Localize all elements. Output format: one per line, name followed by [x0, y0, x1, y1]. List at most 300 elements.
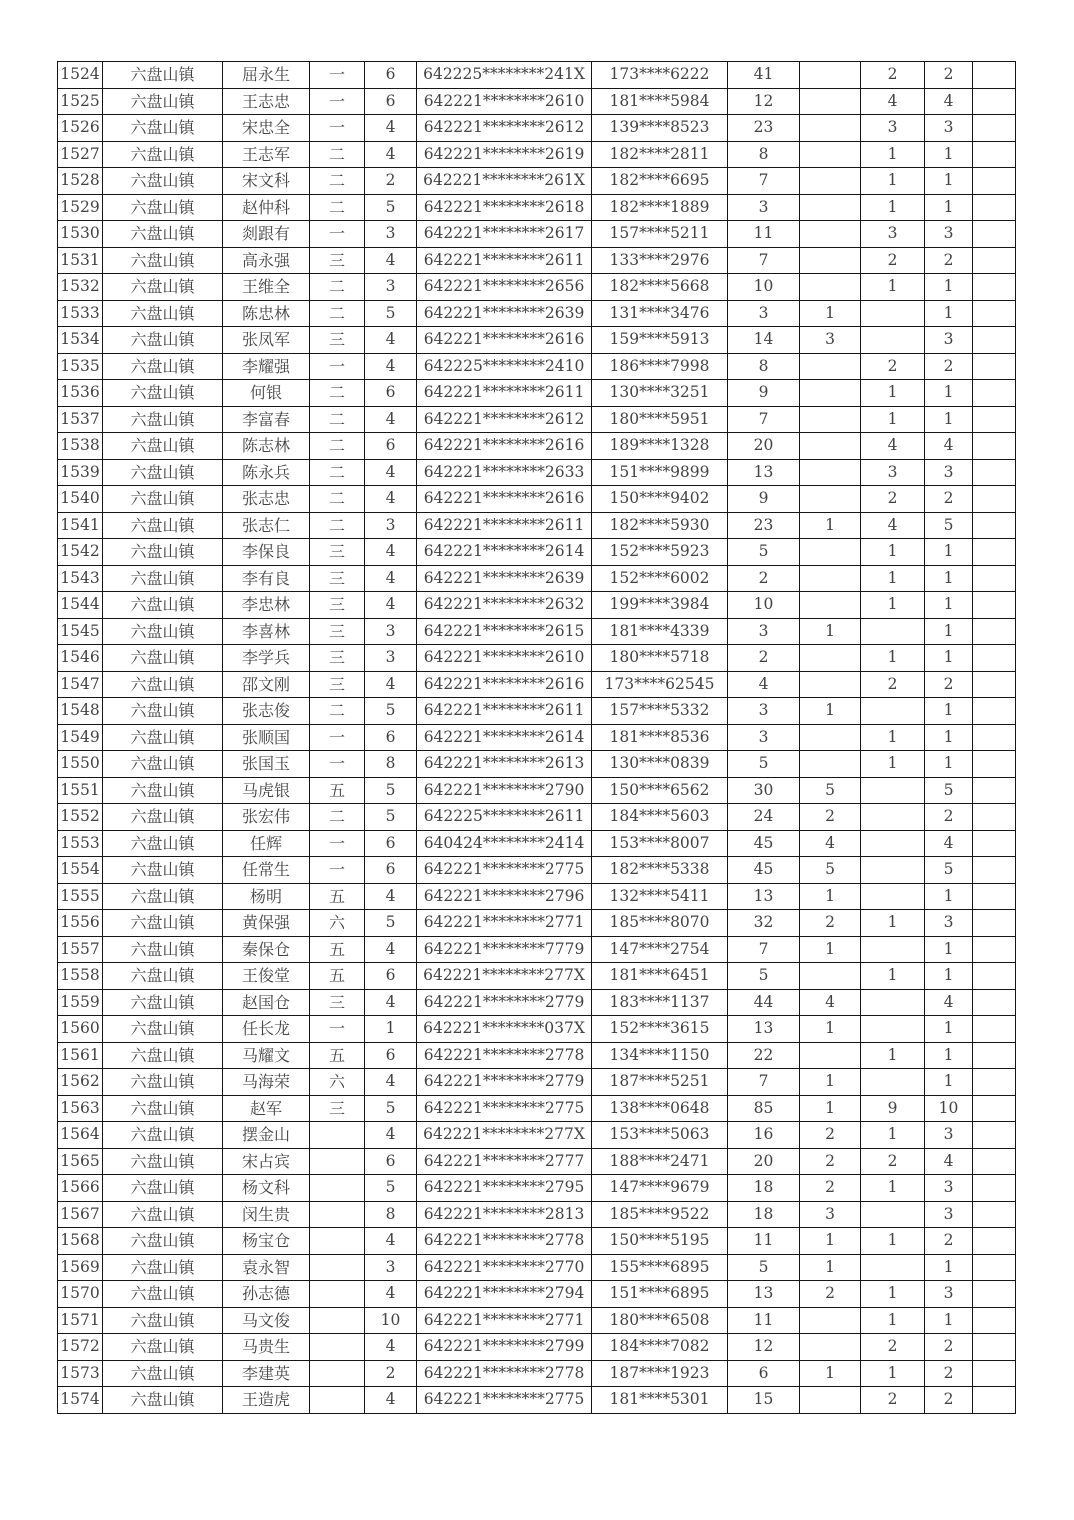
cell-name: 张国玉 — [223, 751, 310, 778]
cell-row-number: 1524 — [58, 62, 103, 89]
cell-phone: 199****3984 — [592, 592, 728, 619]
cell-total: 5 — [925, 857, 973, 884]
cell-phone: 138****0648 — [592, 1095, 728, 1122]
cell-name: 何银 — [223, 380, 310, 407]
cell-name: 杨明 — [223, 883, 310, 910]
cell-phone: 147****9679 — [592, 1175, 728, 1202]
cell-phone: 130****3251 — [592, 380, 728, 407]
cell-value-c: 1 — [861, 565, 925, 592]
cell-town: 六盘山镇 — [103, 221, 223, 248]
cell-town: 六盘山镇 — [103, 1122, 223, 1149]
cell-member-count: 5 — [365, 194, 417, 221]
cell-blank — [973, 698, 1016, 725]
cell-total: 1 — [925, 274, 973, 301]
cell-group: 一 — [310, 353, 365, 380]
cell-blank — [973, 910, 1016, 937]
cell-town: 六盘山镇 — [103, 592, 223, 619]
cell-row-number: 1566 — [58, 1175, 103, 1202]
cell-value-a: 7 — [728, 247, 800, 274]
report-table — [57, 61, 1016, 1414]
table-row — [58, 353, 1016, 380]
cell-member-count: 5 — [365, 804, 417, 831]
cell-total: 1 — [925, 380, 973, 407]
cell-town: 六盘山镇 — [103, 1042, 223, 1069]
cell-name: 剡跟有 — [223, 221, 310, 248]
cell-group: 一 — [310, 221, 365, 248]
cell-phone: 182****5930 — [592, 512, 728, 539]
cell-town: 六盘山镇 — [103, 1281, 223, 1308]
cell-value-a: 11 — [728, 221, 800, 248]
cell-value-c: 1 — [861, 751, 925, 778]
cell-value-a: 7 — [728, 936, 800, 963]
cell-member-count: 4 — [365, 115, 417, 142]
cell-id-number: 642221********277X — [417, 1122, 592, 1149]
cell-row-number: 1527 — [58, 141, 103, 168]
cell-total: 1 — [925, 963, 973, 990]
cell-total: 5 — [925, 777, 973, 804]
cell-id-number: 642221********2616 — [417, 327, 592, 354]
cell-id-number: 642221********2616 — [417, 671, 592, 698]
cell-row-number: 1535 — [58, 353, 103, 380]
cell-member-count: 6 — [365, 1148, 417, 1175]
cell-town: 六盘山镇 — [103, 857, 223, 884]
cell-row-number: 1568 — [58, 1228, 103, 1255]
cell-phone: 182****5338 — [592, 857, 728, 884]
cell-member-count: 4 — [365, 1228, 417, 1255]
cell-total: 2 — [925, 1228, 973, 1255]
cell-phone: 173****62545 — [592, 671, 728, 698]
cell-group: 二 — [310, 380, 365, 407]
cell-town: 六盘山镇 — [103, 168, 223, 195]
cell-total: 2 — [925, 62, 973, 89]
cell-value-b: 2 — [800, 1148, 861, 1175]
cell-value-a: 5 — [728, 539, 800, 566]
cell-member-count: 6 — [365, 724, 417, 751]
cell-id-number: 642221********2813 — [417, 1201, 592, 1228]
cell-value-a: 24 — [728, 804, 800, 831]
cell-value-a: 10 — [728, 274, 800, 301]
cell-value-a: 14 — [728, 327, 800, 354]
cell-name: 张志忠 — [223, 486, 310, 513]
cell-group: 三 — [310, 247, 365, 274]
cell-phone: 187****5251 — [592, 1069, 728, 1096]
cell-value-c: 1 — [861, 1042, 925, 1069]
cell-id-number: 642221********2775 — [417, 1095, 592, 1122]
cell-blank — [973, 1254, 1016, 1281]
cell-group: 三 — [310, 539, 365, 566]
cell-blank — [973, 1201, 1016, 1228]
table-row — [58, 168, 1016, 195]
cell-blank — [973, 406, 1016, 433]
cell-value-c — [861, 883, 925, 910]
cell-value-a: 11 — [728, 1307, 800, 1334]
cell-group: 二 — [310, 459, 365, 486]
cell-value-c: 1 — [861, 1307, 925, 1334]
cell-id-number: 640424********2414 — [417, 830, 592, 857]
cell-row-number: 1531 — [58, 247, 103, 274]
cell-id-number: 642221********2794 — [417, 1281, 592, 1308]
cell-name: 邵文刚 — [223, 671, 310, 698]
cell-group — [310, 1360, 365, 1387]
cell-value-b — [800, 62, 861, 89]
cell-total: 1 — [925, 141, 973, 168]
cell-row-number: 1543 — [58, 565, 103, 592]
cell-town: 六盘山镇 — [103, 539, 223, 566]
cell-total: 2 — [925, 671, 973, 698]
cell-member-count: 6 — [365, 433, 417, 460]
cell-id-number: 642221********2612 — [417, 115, 592, 142]
cell-town: 六盘山镇 — [103, 751, 223, 778]
cell-blank — [973, 433, 1016, 460]
cell-name: 张凤军 — [223, 327, 310, 354]
cell-town: 六盘山镇 — [103, 1387, 223, 1414]
cell-value-c: 1 — [861, 1175, 925, 1202]
cell-row-number: 1564 — [58, 1122, 103, 1149]
cell-group: 二 — [310, 804, 365, 831]
cell-member-count: 4 — [365, 936, 417, 963]
cell-name: 李保良 — [223, 539, 310, 566]
cell-id-number: 642221********2632 — [417, 592, 592, 619]
cell-value-c — [861, 1254, 925, 1281]
cell-row-number: 1549 — [58, 724, 103, 751]
cell-member-count: 6 — [365, 62, 417, 89]
table-body — [58, 62, 1016, 1414]
cell-value-c: 1 — [861, 406, 925, 433]
cell-member-count: 4 — [365, 406, 417, 433]
cell-value-b: 4 — [800, 989, 861, 1016]
cell-row-number: 1534 — [58, 327, 103, 354]
cell-value-c: 1 — [861, 1228, 925, 1255]
cell-value-b: 4 — [800, 830, 861, 857]
cell-value-c: 2 — [861, 247, 925, 274]
table-row — [58, 592, 1016, 619]
cell-phone: 133****2976 — [592, 247, 728, 274]
table-row — [58, 724, 1016, 751]
cell-id-number: 642221********2619 — [417, 141, 592, 168]
table-row — [58, 1095, 1016, 1122]
cell-id-number: 642221********2770 — [417, 1254, 592, 1281]
cell-value-a: 20 — [728, 433, 800, 460]
cell-blank — [973, 327, 1016, 354]
cell-town: 六盘山镇 — [103, 1095, 223, 1122]
cell-value-b — [800, 88, 861, 115]
cell-phone: 180****5951 — [592, 406, 728, 433]
cell-blank — [973, 671, 1016, 698]
cell-row-number: 1558 — [58, 963, 103, 990]
cell-row-number: 1552 — [58, 804, 103, 831]
cell-name: 张宏伟 — [223, 804, 310, 831]
cell-phone: 131****3476 — [592, 300, 728, 327]
cell-row-number: 1554 — [58, 857, 103, 884]
cell-member-count: 6 — [365, 380, 417, 407]
cell-id-number: 642221********2613 — [417, 751, 592, 778]
cell-group: 二 — [310, 486, 365, 513]
table-row — [58, 910, 1016, 937]
cell-name: 马海荣 — [223, 1069, 310, 1096]
cell-id-number: 642221********037X — [417, 1016, 592, 1043]
cell-total: 1 — [925, 618, 973, 645]
cell-value-b: 1 — [800, 1228, 861, 1255]
cell-name: 王造虎 — [223, 1387, 310, 1414]
cell-row-number: 1548 — [58, 698, 103, 725]
cell-value-c: 3 — [861, 115, 925, 142]
cell-phone: 159****5913 — [592, 327, 728, 354]
cell-id-number: 642221********2615 — [417, 618, 592, 645]
cell-total: 1 — [925, 936, 973, 963]
cell-name: 张顺国 — [223, 724, 310, 751]
cell-value-b — [800, 565, 861, 592]
table-row — [58, 486, 1016, 513]
cell-member-count: 6 — [365, 857, 417, 884]
cell-group: 三 — [310, 565, 365, 592]
cell-member-count: 6 — [365, 1042, 417, 1069]
cell-total: 4 — [925, 433, 973, 460]
cell-member-count: 4 — [365, 989, 417, 1016]
cell-value-a: 2 — [728, 645, 800, 672]
cell-id-number: 642221********2778 — [417, 1228, 592, 1255]
cell-id-number: 642221********2656 — [417, 274, 592, 301]
cell-blank — [973, 459, 1016, 486]
cell-member-count: 4 — [365, 1122, 417, 1149]
cell-town: 六盘山镇 — [103, 989, 223, 1016]
cell-town: 六盘山镇 — [103, 1334, 223, 1361]
cell-town: 六盘山镇 — [103, 247, 223, 274]
cell-total: 3 — [925, 1175, 973, 1202]
cell-value-a: 3 — [728, 698, 800, 725]
cell-id-number: 642221********2779 — [417, 989, 592, 1016]
cell-town: 六盘山镇 — [103, 963, 223, 990]
cell-member-count: 4 — [365, 1387, 417, 1414]
cell-phone: 181****6451 — [592, 963, 728, 990]
cell-blank — [973, 804, 1016, 831]
cell-value-c: 4 — [861, 433, 925, 460]
cell-name: 李学兵 — [223, 645, 310, 672]
cell-town: 六盘山镇 — [103, 698, 223, 725]
cell-member-count: 4 — [365, 1069, 417, 1096]
cell-value-c — [861, 300, 925, 327]
cell-phone: 152****5923 — [592, 539, 728, 566]
cell-phone: 185****9522 — [592, 1201, 728, 1228]
cell-blank — [973, 830, 1016, 857]
cell-id-number: 642221********2611 — [417, 247, 592, 274]
cell-id-number: 642221********2771 — [417, 910, 592, 937]
cell-id-number: 642221********2612 — [417, 406, 592, 433]
table-row — [58, 804, 1016, 831]
cell-id-number: 642221********2611 — [417, 380, 592, 407]
cell-value-b — [800, 1307, 861, 1334]
cell-value-a: 3 — [728, 618, 800, 645]
cell-row-number: 1533 — [58, 300, 103, 327]
cell-name: 马贵生 — [223, 1334, 310, 1361]
cell-value-c — [861, 1201, 925, 1228]
cell-id-number: 642221********2790 — [417, 777, 592, 804]
cell-blank — [973, 936, 1016, 963]
cell-name: 赵军 — [223, 1095, 310, 1122]
cell-group: 二 — [310, 194, 365, 221]
cell-value-b — [800, 141, 861, 168]
cell-blank — [973, 1069, 1016, 1096]
cell-member-count: 3 — [365, 221, 417, 248]
cell-blank — [973, 1122, 1016, 1149]
table-row — [58, 433, 1016, 460]
cell-blank — [973, 1175, 1016, 1202]
cell-value-b — [800, 115, 861, 142]
table-row — [58, 1254, 1016, 1281]
cell-value-c: 1 — [861, 910, 925, 937]
table-row — [58, 830, 1016, 857]
cell-id-number: 642221********2777 — [417, 1148, 592, 1175]
cell-value-a: 8 — [728, 353, 800, 380]
table-row — [58, 539, 1016, 566]
cell-phone: 182****5668 — [592, 274, 728, 301]
cell-phone: 184****7082 — [592, 1334, 728, 1361]
table-row — [58, 777, 1016, 804]
cell-town: 六盘山镇 — [103, 194, 223, 221]
cell-value-c — [861, 777, 925, 804]
cell-name: 李耀强 — [223, 353, 310, 380]
cell-total: 1 — [925, 406, 973, 433]
cell-row-number: 1525 — [58, 88, 103, 115]
cell-value-c: 9 — [861, 1095, 925, 1122]
cell-group: 三 — [310, 989, 365, 1016]
cell-total: 1 — [925, 194, 973, 221]
cell-blank — [973, 1360, 1016, 1387]
cell-total: 1 — [925, 698, 973, 725]
cell-town: 六盘山镇 — [103, 804, 223, 831]
cell-blank — [973, 963, 1016, 990]
cell-row-number: 1529 — [58, 194, 103, 221]
cell-total: 3 — [925, 221, 973, 248]
cell-name: 王维全 — [223, 274, 310, 301]
cell-value-c: 2 — [861, 486, 925, 513]
cell-value-a: 44 — [728, 989, 800, 1016]
cell-row-number: 1530 — [58, 221, 103, 248]
table-row — [58, 883, 1016, 910]
table-row — [58, 1360, 1016, 1387]
cell-town: 六盘山镇 — [103, 141, 223, 168]
cell-value-a: 8 — [728, 141, 800, 168]
cell-row-number: 1547 — [58, 671, 103, 698]
cell-blank — [973, 1016, 1016, 1043]
table-row — [58, 1334, 1016, 1361]
cell-group — [310, 1122, 365, 1149]
table-row — [58, 88, 1016, 115]
cell-member-count: 4 — [365, 592, 417, 619]
cell-value-b: 1 — [800, 1069, 861, 1096]
cell-value-a: 41 — [728, 62, 800, 89]
cell-name: 宋占宾 — [223, 1148, 310, 1175]
cell-id-number: 642221********2617 — [417, 221, 592, 248]
cell-total: 2 — [925, 1360, 973, 1387]
cell-value-c: 2 — [861, 671, 925, 698]
cell-phone: 188****2471 — [592, 1148, 728, 1175]
cell-value-b: 2 — [800, 1281, 861, 1308]
cell-value-b — [800, 168, 861, 195]
cell-id-number: 642221********2633 — [417, 459, 592, 486]
table-row — [58, 1281, 1016, 1308]
cell-blank — [973, 989, 1016, 1016]
cell-member-count: 3 — [365, 274, 417, 301]
cell-name: 马文俊 — [223, 1307, 310, 1334]
cell-row-number: 1555 — [58, 883, 103, 910]
cell-name: 张志仁 — [223, 512, 310, 539]
cell-group — [310, 1387, 365, 1414]
cell-phone: 182****1889 — [592, 194, 728, 221]
cell-member-count: 5 — [365, 698, 417, 725]
cell-total: 1 — [925, 592, 973, 619]
cell-town: 六盘山镇 — [103, 353, 223, 380]
cell-value-a: 23 — [728, 115, 800, 142]
cell-value-b: 1 — [800, 1095, 861, 1122]
cell-member-count: 8 — [365, 751, 417, 778]
cell-member-count: 8 — [365, 1201, 417, 1228]
cell-value-b — [800, 963, 861, 990]
cell-value-c: 2 — [861, 1387, 925, 1414]
cell-id-number: 642221********2614 — [417, 539, 592, 566]
cell-id-number: 642221********2610 — [417, 88, 592, 115]
cell-member-count: 4 — [365, 459, 417, 486]
table-row — [58, 1387, 1016, 1414]
cell-total: 2 — [925, 1334, 973, 1361]
cell-town: 六盘山镇 — [103, 300, 223, 327]
cell-id-number: 642221********7779 — [417, 936, 592, 963]
cell-id-number: 642221********2775 — [417, 1387, 592, 1414]
cell-value-b: 5 — [800, 857, 861, 884]
cell-name: 黄保强 — [223, 910, 310, 937]
cell-value-a: 32 — [728, 910, 800, 937]
cell-group: 五 — [310, 883, 365, 910]
cell-row-number: 1537 — [58, 406, 103, 433]
table-row — [58, 1016, 1016, 1043]
cell-row-number: 1556 — [58, 910, 103, 937]
cell-value-b: 1 — [800, 1016, 861, 1043]
cell-name: 王志军 — [223, 141, 310, 168]
cell-blank — [973, 1148, 1016, 1175]
cell-total: 3 — [925, 115, 973, 142]
cell-value-b — [800, 274, 861, 301]
cell-row-number: 1553 — [58, 830, 103, 857]
cell-member-count: 6 — [365, 88, 417, 115]
cell-blank — [973, 247, 1016, 274]
cell-town: 六盘山镇 — [103, 618, 223, 645]
cell-group: 三 — [310, 1095, 365, 1122]
cell-name: 李忠林 — [223, 592, 310, 619]
cell-name: 摆金山 — [223, 1122, 310, 1149]
cell-name: 杨宝仓 — [223, 1228, 310, 1255]
cell-row-number: 1561 — [58, 1042, 103, 1069]
cell-row-number: 1563 — [58, 1095, 103, 1122]
cell-value-c: 2 — [861, 353, 925, 380]
cell-row-number: 1570 — [58, 1281, 103, 1308]
cell-name: 李有良 — [223, 565, 310, 592]
cell-member-count: 2 — [365, 1360, 417, 1387]
cell-phone: 173****6222 — [592, 62, 728, 89]
cell-value-c: 2 — [861, 1334, 925, 1361]
cell-row-number: 1550 — [58, 751, 103, 778]
cell-total: 4 — [925, 989, 973, 1016]
cell-row-number: 1559 — [58, 989, 103, 1016]
cell-name: 李富春 — [223, 406, 310, 433]
cell-total: 1 — [925, 1016, 973, 1043]
cell-group: 一 — [310, 830, 365, 857]
cell-group — [310, 1307, 365, 1334]
table-row — [58, 512, 1016, 539]
cell-id-number: 642221********2778 — [417, 1360, 592, 1387]
cell-group: 一 — [310, 88, 365, 115]
cell-phone: 189****1328 — [592, 433, 728, 460]
cell-name: 任常生 — [223, 857, 310, 884]
cell-group: 一 — [310, 724, 365, 751]
